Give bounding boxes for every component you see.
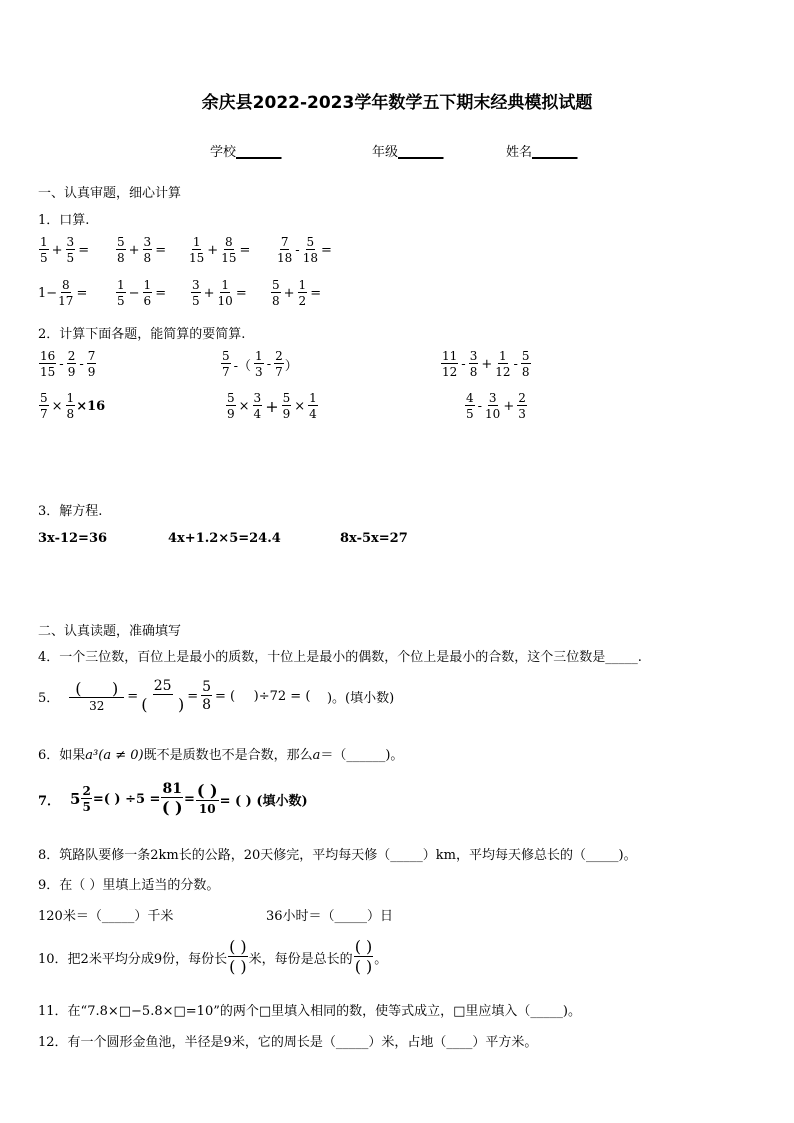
- oral-item-6: $\frac{1}{5}$ − $\frac{1}{6}$ =: [117, 278, 167, 308]
- calc-expr-2: $\frac{5}{7}$ -（ $\frac{1}{3}$ - $\frac{2}{7}$ ）: [222, 349, 298, 379]
- question-9b: 36小时＝（_____）日: [266, 909, 394, 924]
- question-7: 7． 5 $\frac{2}{5}$ =( ) ÷5 = $\frac{81}{( )}$ = $\frac{( )}{10}$ = ( ) (填小数): [38, 781, 308, 817]
- calc-expr-6: $\frac{4}{5}$ - $\frac{3}{10}$ + $\frac{2}{3}$: [466, 391, 526, 421]
- question-3: 3．解方程.: [38, 504, 103, 519]
- oral-item-7: $\frac{3}{5}$ + $\frac{1}{10}$ =: [192, 278, 247, 308]
- equation-1: 3x-12=36: [38, 531, 108, 546]
- question-2: 2．计算下面各题，能简算的要简算.: [38, 327, 246, 342]
- oral-item-4: $\frac{7}{18}$ - $\frac{5}{18}$ =: [277, 235, 332, 265]
- school-field: 学校_______: [210, 145, 282, 160]
- question-1: 1．口算.: [38, 213, 90, 228]
- question-11: 11．在“7.8×□−5.8×□=10”的两个□里填入相同的数，使等式成立，□里应填入（_____)。: [38, 1004, 581, 1019]
- oral-item-1: $\frac{1}{5}$ + $\frac{3}{5}$ =: [40, 235, 90, 265]
- page-title: 余庆县2022-2023学年数学五下期末经典模拟试题: [201, 93, 593, 113]
- calc-expr-4: $\frac{5}{7}$ × $\frac{1}{8}$ ×16: [40, 391, 106, 421]
- question-6: 6．如果a³(a ≠ 0)既不是质数也不是合数，那么a＝（______)。: [38, 748, 404, 763]
- oral-item-8: $\frac{5}{8}$ + $\frac{1}{2}$ =: [272, 278, 322, 308]
- question-10: 10．把2米平均分成9份，每份长 $\frac{( )}{( )}$ 米，每份是总长的 $\frac{( )}{( )}$ 。: [38, 937, 388, 976]
- name-field: 姓名_______: [506, 145, 578, 160]
- question-12: 12．有一个圆形金鱼池，半径是9米，它的周长是（_____）米，占地（____）平方米。: [38, 1035, 538, 1050]
- question-4: 4．一个三位数，百位上是最小的质数，十位上是最小的偶数，个位上是最小的合数，这个三位数是_____.: [38, 650, 642, 665]
- oral-item-3: $\frac{1}{15}$ + $\frac{8}{15}$ =: [189, 235, 251, 265]
- grade-field: 年级_______: [372, 145, 444, 160]
- section1-heading: 一、认真审题，细心计算: [38, 186, 182, 201]
- question-8: 8．筑路队要修一条2km长的公路，20天修完，平均每天修（_____）km，平均每天修总长的（_____)。: [38, 848, 637, 863]
- oral-item-5: 1− $\frac{8}{17}$ =: [38, 278, 88, 308]
- oral-item-2: $\frac{5}{8}$ + $\frac{3}{8}$ =: [117, 235, 167, 265]
- equation-3: 8x-5x=27: [340, 531, 408, 546]
- calc-expr-3: $\frac{11}{12}$ - $\frac{3}{8}$ + $\frac{1}{12}$ - $\frac{5}{8}$: [442, 349, 530, 379]
- question-9: 9．在（ ）里填上适当的分数。: [38, 878, 220, 893]
- calc-expr-1: $\frac{16}{15}$ - $\frac{2}{9}$ - $\frac{7}{9}$: [40, 349, 96, 379]
- question-5: 5． $\frac{( )}{32}$ = $\frac{25}{( )}$ = $\frac{5}{8}$ = ( )÷72 = ( )。(填小数): [38, 678, 395, 714]
- calc-expr-5: $\frac{5}{9}$ × $\frac{3}{4}$ + $\frac{5}{9}$ × $\frac{1}{4}$: [227, 391, 317, 421]
- equation-2: 4x+1.2×5=24.4: [168, 531, 281, 546]
- section2-heading: 二、认真读题，准确填写: [38, 624, 182, 639]
- question-9a: 120米＝（_____）千米: [38, 909, 174, 924]
